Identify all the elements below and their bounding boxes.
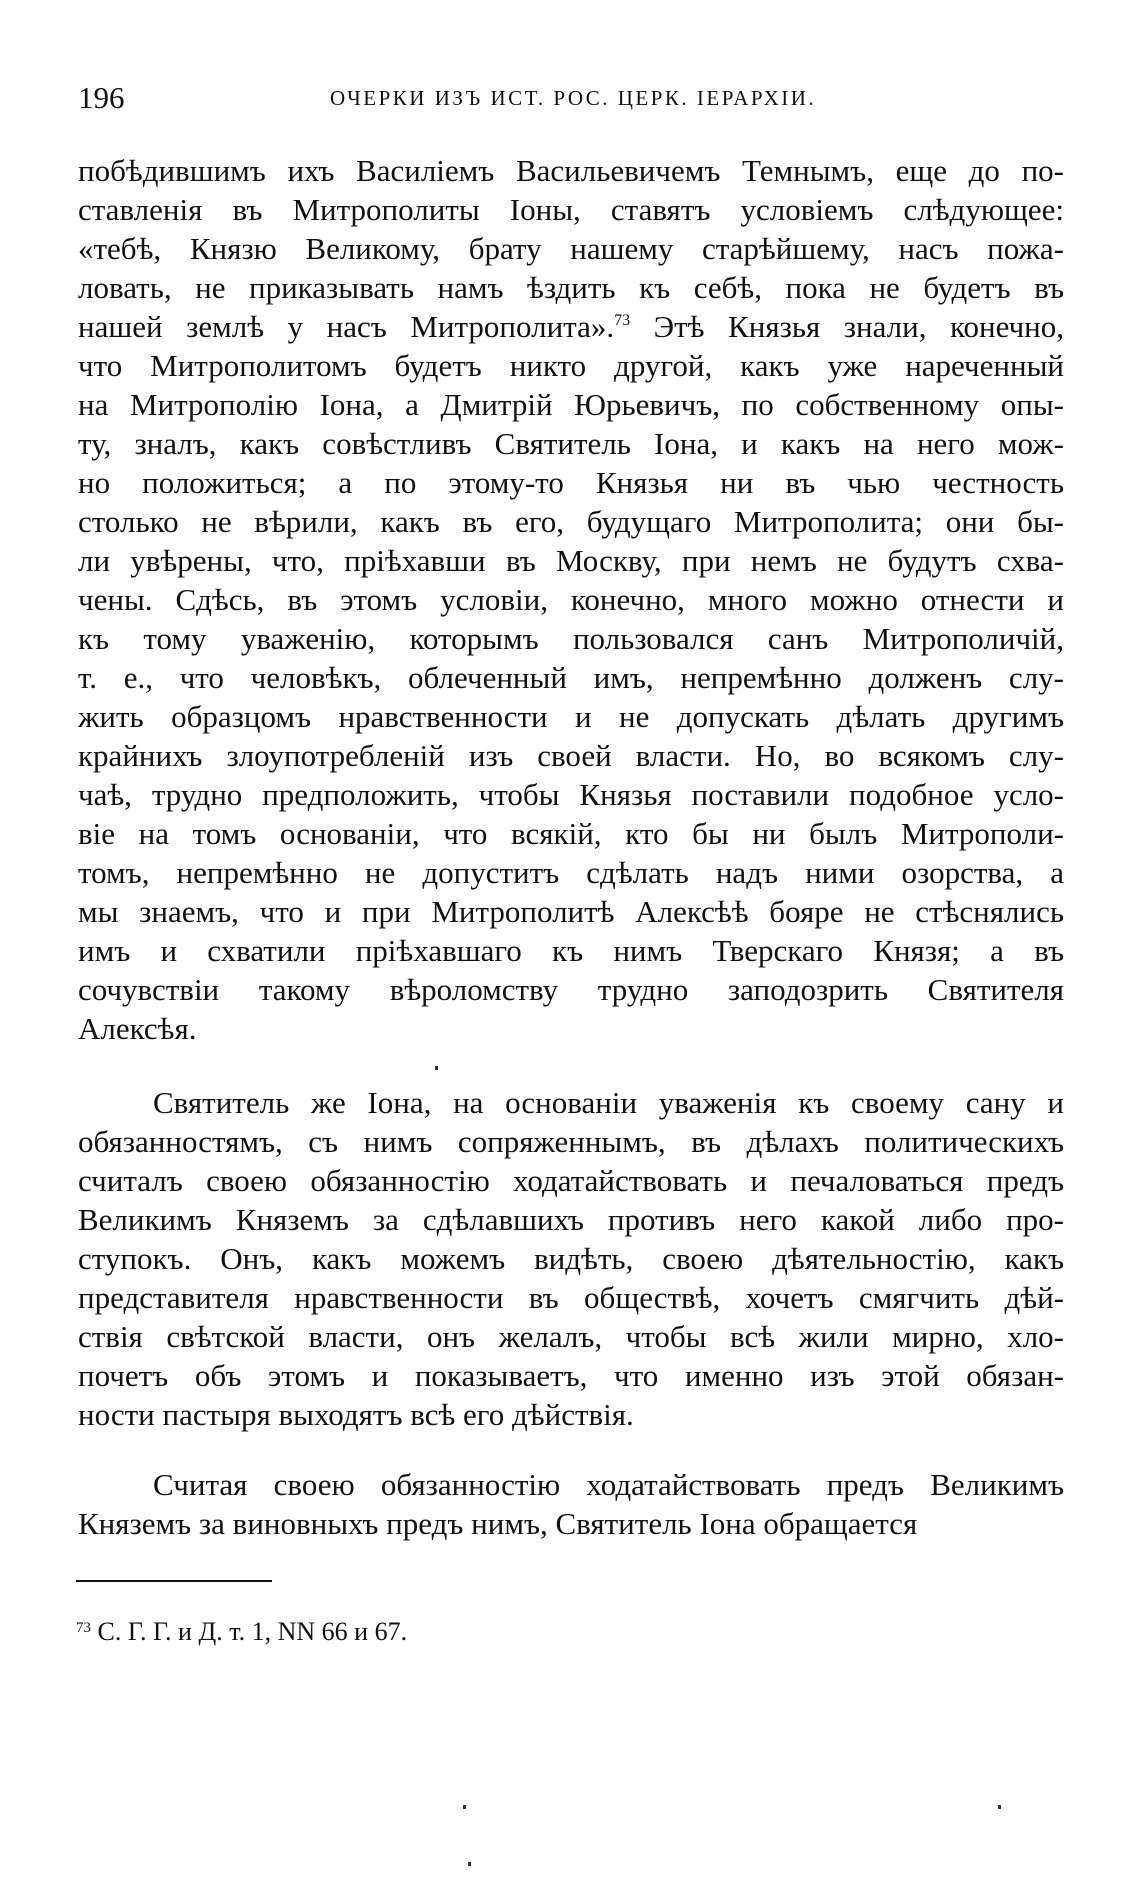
- text-line: ступокъ. Онъ, какъ можемъ видѣть, своею дѣятельностію, какъ: [78, 1241, 1064, 1276]
- text-line: ности пастыря выходятъ всѣ его дѣйствія.: [78, 1397, 634, 1432]
- footnote-marker: 73: [76, 1620, 91, 1636]
- footnote-reference: 73: [614, 312, 631, 329]
- text-line: ту, зналъ, какъ совѣстливъ Святитель Іона, и какъ на него мож-: [78, 426, 1064, 461]
- page-number: 196: [78, 80, 125, 115]
- text-line: чены. Сдѣсь, въ этомъ условіи, конечно, много можно отнести и: [78, 582, 1064, 617]
- text-line: крайнихъ злоупотребленій изъ своей власти. Но, во всякомъ слу-: [78, 738, 1064, 773]
- scan-speck: [998, 1805, 1001, 1809]
- text-line: ставленія въ Митрополиты Іоны, ставятъ условіемъ слѣдующее:: [78, 192, 1064, 227]
- text-line: Великимъ Княземъ за сдѣлавшихъ противъ него какой либо про-: [78, 1202, 1064, 1237]
- text-line: ловать, не приказывать намъ ѣздить къ себѣ, пока не будетъ въ: [78, 270, 1064, 305]
- paragraph-2: [78, 1083, 1064, 1434]
- text-line: чаѣ, трудно предположить, чтобы Князья поставили подобное усло-: [78, 777, 1064, 812]
- text-line: ли увѣрены, что, пріѣхавши въ Москву, при немъ не будутъ схва-: [78, 543, 1064, 578]
- footnote-text: С. Г. Г. и Д. т. 1, NN 66 и 67.: [97, 1617, 408, 1646]
- scan-speck: [468, 1862, 471, 1866]
- text-line: «тебѣ, Князю Великому, брату нашему старѣйшему, насъ пожа-: [78, 231, 1064, 266]
- text-line: что Митрополитомъ будетъ никто другой, какъ уже нареченный: [78, 348, 1064, 383]
- text-line: томъ, непремѣнно не допуститъ сдѣлать надъ ними озорства, а: [78, 855, 1064, 890]
- running-title: ОЧЕРКИ ИЗЪ ИСТ. РОС. ЦЕРК. ІЕРАРХІИ.: [330, 86, 817, 110]
- text-line: представителя нравственности въ обществѣ, хочетъ смягчить дѣй-: [78, 1280, 1064, 1315]
- text-line: т. е., что человѣкъ, облеченный имъ, непремѣнно долженъ слу-: [78, 660, 1064, 695]
- text-line: почетъ объ этомъ и показываетъ, что именно изъ этой обязан-: [78, 1358, 1064, 1393]
- text-line: побѣдившимъ ихъ Василіемъ Васильевичемъ Темнымъ, еще до по-: [78, 153, 1064, 188]
- text-line: обязанностямъ, съ нимъ сопряженнымъ, въ дѣлахъ политическихъ: [78, 1124, 1064, 1159]
- text-line: считалъ своею обязанностію ходатайствовать и печаловаться предъ: [78, 1163, 1064, 1198]
- scan-speck: [463, 1805, 466, 1809]
- text-line: Княземъ за виновныхъ предъ нимъ, Святитель Іона обращается: [78, 1506, 918, 1541]
- text-line: Святитель же Іона, на основаніи уваженія къ своему сану и: [153, 1085, 1064, 1120]
- text-line: имъ и схватили пріѣхавшаго къ нимъ Тверскаго Князя; а въ: [78, 933, 1064, 968]
- text-line: нашей землѣ у насъ Митрополита».$^{73}$ Этѣ Князья знали, конечно,: [78, 309, 1065, 344]
- text-line: столько не вѣрили, какъ въ его, будущаго Митрополита; они бы-: [78, 504, 1064, 539]
- text-line: но положиться; а по этому-то Князья ни въ чью честность: [78, 465, 1064, 500]
- text-line: Алексѣя.: [78, 1011, 197, 1046]
- scan-speck: [435, 1066, 438, 1070]
- text-line: на Митрополію Іона, а Дмитрій Юрьевичъ, по собственному опы-: [78, 387, 1064, 422]
- footnote: [76, 1617, 407, 1647]
- paragraph-3: [78, 1465, 1064, 1543]
- paragraph-1: [78, 151, 1064, 1048]
- footnote-separator: [76, 1580, 272, 1582]
- text-line: ствія свѣтской власти, онъ желалъ, чтобы всѣ жили мирно, хло-: [78, 1319, 1064, 1354]
- text-line: жить образцомъ нравственности и не допускать дѣлать другимъ: [78, 699, 1064, 734]
- text-line: мы знаемъ, что и при Митрополитѣ Алексѣѣ бояре не стѣснялись: [78, 894, 1064, 929]
- text-line: віе на томъ основаніи, что всякій, кто бы ни былъ Митрополи-: [78, 816, 1064, 851]
- text-line: Считая своею обязанностію ходатайствовать предъ Великимъ: [153, 1467, 1064, 1502]
- text-line: сочувствіи такому вѣроломству трудно заподозрить Святителя: [78, 972, 1064, 1007]
- text-line: къ тому уваженію, которымъ пользовался санъ Митрополичій,: [78, 621, 1064, 656]
